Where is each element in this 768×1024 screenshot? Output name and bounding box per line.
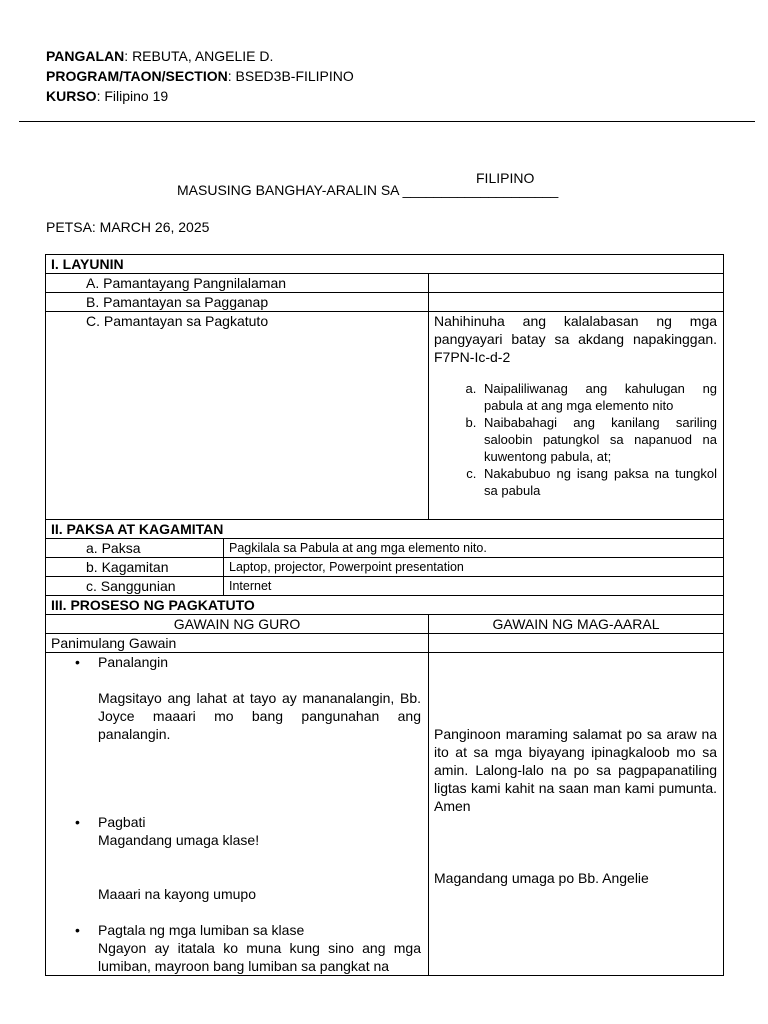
layunin-c-row [46, 312, 724, 520]
kagamitan-row [46, 558, 724, 577]
objective-item: a. Naipaliliwanag ang kahulugan ng pabula at ang mga elemento nito [480, 380, 717, 414]
date-line: PETSA: MARCH 26, 2025 [46, 219, 210, 235]
student-pagbati-text: Magandang umaga po Bb. Angelie [434, 870, 649, 886]
column-headers-row [46, 615, 724, 634]
panimulang-gawain-label: Panimulang Gawain [46, 634, 429, 653]
paksa-label: a. Paksa [46, 539, 224, 558]
student-info [46, 46, 354, 106]
course-line: KURSO: Filipino 19 [46, 88, 169, 104]
paksa-value: Pagkilala sa Pabula at ang mga elemento nito. [224, 539, 724, 558]
activity-row [46, 653, 724, 976]
teacher-panalangin-text: Magsitayo ang lahat at tayo ay mananalangin, Bb. Joyce maaari mo bang pangunahan ang panalangin. [98, 690, 421, 742]
pamantayan-pagganap-label: B. Pamantayan sa Pagganap [46, 293, 429, 312]
layunin-a-row [46, 274, 724, 293]
sanggunian-row [46, 577, 724, 596]
bullet-pagtala: • Pagtala ng mga lumiban sa klase [75, 922, 305, 938]
pamantayan-pagkatuto-value [429, 312, 724, 520]
pamantayang-pangnilalaman-label: A. Pamantayang Pangnilalaman [46, 274, 429, 293]
subject-fill: FILIPINO [476, 170, 535, 186]
sanggunian-label: c. Sanggunian [46, 577, 224, 596]
paksa-heading-row [46, 520, 724, 539]
paksa-row [46, 539, 724, 558]
proseso-heading: III. PROSESO NG PAGKATUTO [46, 596, 724, 615]
sanggunian-value: Internet [224, 577, 724, 596]
layunin-heading: I. LAYUNIN [46, 255, 724, 274]
program-line: PROGRAM/TAON/SECTION: BSED3B-FILIPINO [46, 68, 354, 84]
kagamitan-label: b. Kagamitan [46, 558, 224, 577]
bullet-icon: • [75, 922, 80, 938]
student-activities [429, 653, 724, 976]
pamantayan-pagkatuto-label: C. Pamantayan sa Pagkatuto [46, 312, 429, 520]
name-line: PANGALAN: REBUTA, ANGELIE D. [46, 48, 274, 64]
panimulang-gawain-student [429, 634, 724, 653]
student-panalangin-text: Panginoon maraming salamat po sa araw na ito at sa mga biyayang ipinagkaloob mo sa amin. Lalong-lalo na po sa pagpapanatiling ligtas kami kahit na saan man kami pumunta. Amen [434, 726, 718, 814]
objective-item: c. Nakabubuo ng isang paksa na tungkol sa pabula [480, 465, 717, 499]
pamantayan-pagganap-value [429, 293, 724, 312]
pagkatuto-statement: Nahihinuha ang kalalabasan ng mga pangyayari batay sa akdang napakinggan. F7PN-Ic-d-2 [434, 313, 718, 365]
objectives-list [434, 380, 717, 499]
pamantayang-pangnilalaman-value [429, 274, 724, 293]
kagamitan-value: Laptop, projector, Powerpoint presentation [224, 558, 724, 577]
paksa-heading: II. PAKSA AT KAGAMITAN [46, 520, 724, 539]
layunin-heading-row [46, 255, 724, 274]
lesson-plan-table [45, 254, 724, 976]
gawain-guro-header: GAWAIN NG GURO [46, 615, 429, 634]
document-title: MASUSING BANGHAY-ARALIN SA ____________________ [177, 182, 559, 198]
layunin-b-row [46, 293, 724, 312]
teacher-pagtala-text: Ngayon ay itatala ko muna kung sino ang mga lumiban, mayroon bang lumiban sa pangkat na [98, 940, 421, 974]
header-divider [19, 121, 755, 122]
bullet-panalangin: • Panalangin [75, 654, 169, 670]
panimula-row [46, 634, 724, 653]
proseso-heading-row [46, 596, 724, 615]
teacher-umupo-text: Maaari na kayong umupo [98, 886, 256, 902]
bullet-icon: • [75, 814, 80, 830]
bullet-icon: • [75, 654, 80, 670]
teacher-activities [46, 653, 429, 976]
gawain-mag-aaral-header: GAWAIN NG MAG-AARAL [429, 615, 724, 634]
teacher-pagbati-text: Magandang umaga klase! [98, 832, 260, 848]
bullet-pagbati: • Pagbati [75, 814, 146, 830]
objective-item: b. Naibabahagi ang kanilang sariling saloobin patungkol sa napanuod na kuwentong pabula, at; [480, 414, 717, 465]
